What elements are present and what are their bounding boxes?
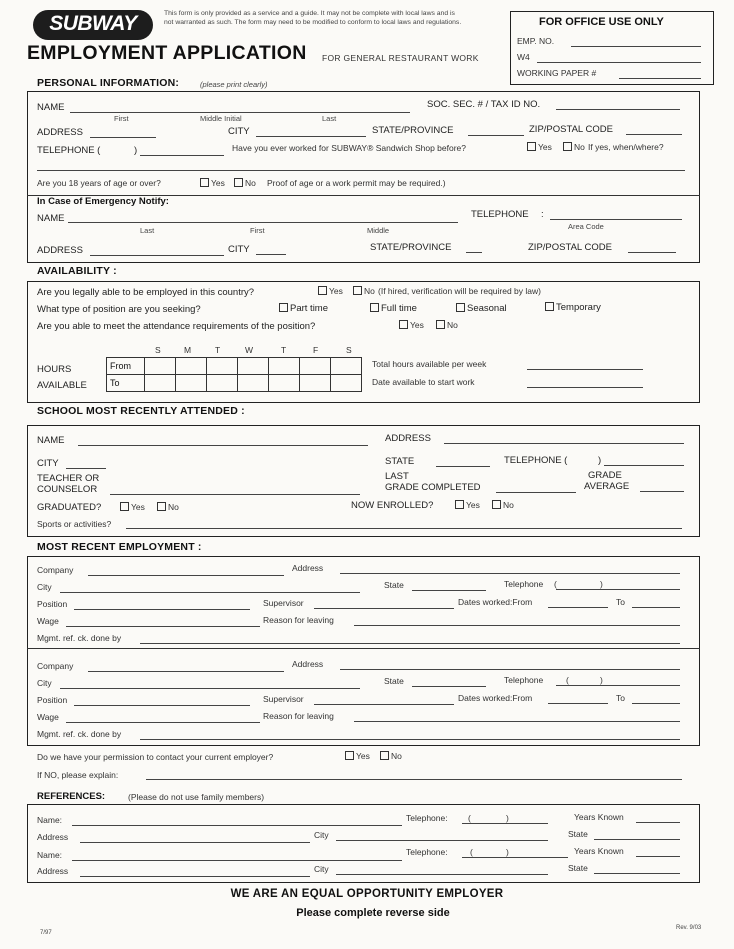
school-name-field[interactable]: [78, 445, 368, 446]
hours-cell[interactable]: [145, 358, 176, 375]
hours-cell[interactable]: [300, 358, 331, 375]
ref2-years-field[interactable]: [636, 856, 680, 857]
hours-cell[interactable]: [269, 358, 300, 375]
wage-field-1[interactable]: [66, 626, 260, 627]
enrolled-no-label: No: [503, 500, 514, 510]
attendance-question: Are you able to meet the attendance requirements of the position?: [37, 321, 316, 332]
ref2-city-label: City: [314, 864, 329, 874]
graduated-label: GRADUATED?: [37, 502, 102, 513]
hours-cell[interactable]: [207, 358, 238, 375]
ref1-telephone-field[interactable]: [462, 823, 548, 824]
explain-label: If NO, please explain:: [37, 770, 119, 780]
from-label: From: [107, 358, 145, 375]
office-title: FOR OFFICE USE ONLY: [539, 16, 664, 28]
supervisor-label-1: Supervisor: [263, 598, 304, 608]
ref1-address-field[interactable]: [80, 842, 310, 843]
attendance-yes-checkbox[interactable]: [399, 320, 408, 329]
telephone-label-2: Telephone: [504, 675, 544, 685]
seasonal-checkbox[interactable]: [456, 303, 465, 312]
age-no-label: No: [245, 178, 256, 188]
supervisor-field-2[interactable]: [314, 704, 454, 705]
last-label: LAST: [385, 471, 409, 482]
school-address-field[interactable]: [444, 443, 684, 444]
hours-row-from: [107, 358, 362, 375]
supervisor-field-1[interactable]: [314, 608, 454, 609]
hours-label: HOURS: [37, 364, 72, 375]
middle-caption: Middle Initial: [200, 114, 242, 123]
employment-heading: MOST RECENT EMPLOYMENT :: [37, 541, 202, 553]
position-field-2[interactable]: [74, 705, 250, 706]
age-yes-label: Yes: [211, 178, 225, 188]
worked-no-checkbox[interactable]: [563, 142, 572, 151]
when-where-label: If yes, when/where?: [588, 142, 664, 152]
company-label-2: Company: [37, 661, 74, 671]
position-field-1[interactable]: [74, 609, 250, 610]
position-label-2: Position: [37, 695, 68, 705]
ref2-name-field[interactable]: [72, 860, 402, 861]
address-label-2: Address: [292, 659, 324, 669]
enrolled-label: NOW ENROLLED?: [351, 500, 434, 511]
hours-grid: [106, 357, 362, 392]
zip-label: ZIP/POSTAL CODE: [529, 124, 613, 135]
address-field[interactable]: [90, 137, 156, 138]
ref2-years-label: Years Known: [574, 846, 624, 856]
emergency-city-field[interactable]: [256, 254, 286, 255]
seasonal-option[interactable]: [456, 303, 507, 314]
city-field[interactable]: [256, 136, 366, 137]
school-telephone-label: TELEPHONE (: [504, 455, 568, 466]
emergency-telephone-label: TELEPHONE: [471, 209, 529, 220]
state-label-2: State: [384, 676, 404, 686]
office-use-box: [510, 11, 714, 85]
ref1-years-field[interactable]: [636, 822, 680, 823]
start-date-label: Date available to start work: [372, 377, 475, 387]
available-label: AVAILABLE: [37, 380, 87, 391]
graduated-no[interactable]: [157, 502, 179, 512]
name-label: NAME: [37, 102, 65, 113]
state-field[interactable]: [468, 135, 524, 136]
counselor-label: COUNSELOR: [37, 484, 98, 495]
city-label-2: City: [37, 678, 52, 688]
form-subtitle: FOR GENERAL RESTAURANT WORK: [322, 53, 479, 63]
availability-heading: AVAILABILITY :: [37, 265, 117, 277]
total-hours-field[interactable]: [527, 369, 643, 370]
hours-cell[interactable]: [207, 375, 238, 392]
average-label: AVERAGE: [584, 481, 630, 492]
day-thursday: T: [281, 345, 287, 355]
ref1-state-field[interactable]: [594, 839, 680, 840]
emp-no-label: EMP. NO.: [517, 36, 555, 46]
application-page: SUBWAY This form is only provided as a service and a guide. It may not be complete with local laws and is not warranted as such. The form may need to be modified to conform to local laws and regulations. EMPLOYMENT APPLICATION FOR GENERAL RESTAURANT WORK FOR OFFICE USE ONLY EMP. NO. W4 WORKING PAPER # PERSONAL INFORMATION: (please print clearly) NAME First Middle Initial Last SOC. SEC. # / TAX ID NO. ADDRESS CITY STATE/PROVINCE ZIP/POSTAL CODE TELEPHONE ( ) Have you ever worked for SUBWAY® Sandwich Shop before? Yes No If yes, when/where? Are you 18 years of age or over? Yes No Proof of age or a work permit may be required.) In Case of Emergency Notify: NAME Last First Middle TELEPHONE : Area Code ADDRESS CITY STATE/PROVINCE ZIP/POSTAL CODE AVAILABILITY : Are you legally able to be employed in this country? Yes No (If hired, verification will be required by law) What type of position are you seeking? Part time Full time Seasonal Temporary Are you able to meet the attendance requirements of the position? Yes No S M T W T F S HOURS AVAILABLE From To Total hours available per week Date available to start work SCHOOL MOST RECENTLY ATTENDED : NAME ADDRESS CITY STATE TELEPHONE ( ) TEACHER OR COUNSELOR LAST GRADE COMPLETED GRADE AVERAGE GRADUATED? Yes No NOW ENROLLED? Yes No Sports or activities? MOST RECENT EMPLOYMENT : Company Address City State Telephone ( ) Position Supervisor Dates worked:From To Wage Reason for leaving Mgmt. ref. ck. done by Company Address City State Telephone ( ) Position Supervisor Dates worked:From To Wage Reason for leaving Mgmt. ref. ck. done by Do we have your permission to contact your current employer? Yes No If NO, please explain: REFERENCES: (Please do not use family members) Name: Telephone: ( ) Years Known Address City State Name: Telephone: ( ) Years Known Address City State WE ARE AN EQUAL OPPORTUNITY EMPLOYER Please complete reverse side 7/97 Rev. 9/03: [0, 0, 734, 949]
temporary-checkbox[interactable]: [545, 302, 554, 311]
ssn-label: SOC. SEC. # / TAX ID NO.: [427, 99, 541, 110]
divider: [27, 648, 700, 649]
dates-from-field-2[interactable]: [548, 703, 608, 704]
reason-label-2: Reason for leaving: [263, 711, 334, 721]
ref1-years-label: Years Known: [574, 812, 624, 822]
legal-question: Are you legally able to be employed in this country?: [37, 287, 255, 298]
state-label-1: State: [384, 580, 404, 590]
permission-yes-checkbox[interactable]: [345, 751, 354, 760]
w4-field[interactable]: [537, 62, 701, 63]
type-question: What type of position are you seeking?: [37, 304, 201, 315]
emergency-heading: In Case of Emergency Notify:: [37, 196, 169, 207]
age-no-checkbox[interactable]: [234, 178, 243, 187]
legal-note: (If hired, verification will be required by law): [378, 286, 541, 296]
enrolled-no-checkbox[interactable]: [492, 500, 501, 509]
day-sunday: S: [155, 345, 161, 355]
legal-yes[interactable]: [318, 286, 343, 296]
ref2-telephone-field[interactable]: [462, 857, 568, 858]
emp-no-field[interactable]: [571, 46, 701, 47]
school-heading: SCHOOL MOST RECENTLY ATTENDED :: [37, 405, 245, 417]
emergency-name-field[interactable]: [68, 222, 458, 223]
emergency-city-label: CITY: [228, 244, 250, 255]
day-tuesday: T: [215, 345, 221, 355]
seasonal-label: Seasonal: [467, 303, 507, 314]
ref2-city-field[interactable]: [336, 874, 548, 875]
permission-no-checkbox[interactable]: [380, 751, 389, 760]
ref1-name-label: Name:: [37, 815, 63, 825]
first-caption: First: [114, 114, 129, 123]
reason-field-1[interactable]: [354, 625, 680, 626]
mgmt-field-2[interactable]: [140, 739, 680, 740]
permission-yes-label: Yes: [356, 751, 370, 761]
address-label-1: Address: [292, 563, 324, 573]
attendance-yes-label: Yes: [410, 320, 424, 330]
worked-no[interactable]: [563, 142, 585, 152]
legal-no-label: No: [364, 286, 375, 296]
dates-to-field-1[interactable]: [632, 607, 680, 608]
hours-cell[interactable]: [238, 358, 269, 375]
sports-label: Sports or activities?: [37, 519, 112, 529]
graduated-no-checkbox[interactable]: [157, 502, 166, 511]
dates-from-label-2: Dates worked:From: [458, 693, 533, 703]
state-field-1[interactable]: [412, 590, 486, 591]
city-label-1: City: [37, 582, 52, 592]
address-field-1[interactable]: [340, 573, 680, 574]
worked-yes-checkbox[interactable]: [527, 142, 536, 151]
dates-from-label-1: Dates worked:From: [458, 597, 533, 607]
hours-cell[interactable]: [269, 375, 300, 392]
telephone-field-2[interactable]: [556, 685, 680, 686]
disclaimer-text: This form is only provided as a service and a guide. It may not be complete with local laws and is not warranted as such. The form may need to be modified to conform to local laws and regulations.: [164, 10, 462, 26]
hours-cell[interactable]: [331, 375, 362, 392]
to-label-1: To: [616, 597, 625, 607]
working-paper-label: WORKING PAPER #: [517, 68, 597, 78]
name-field[interactable]: [70, 112, 410, 113]
grade-completed-field[interactable]: [496, 492, 576, 493]
age-question: Are you 18 years of age or over?: [37, 178, 161, 188]
ref2-address-label: Address: [37, 866, 69, 876]
enrolled-yes-checkbox[interactable]: [455, 500, 464, 509]
emergency-state-label: STATE/PROVINCE: [370, 242, 452, 253]
age-no[interactable]: [234, 178, 256, 188]
part-time-checkbox[interactable]: [279, 303, 288, 312]
last-caption: Last: [322, 114, 337, 123]
ref2-state-label: State: [568, 863, 588, 873]
age-proof-note: Proof of age or a work permit may be required.): [267, 178, 446, 188]
emergency-middle-caption: Middle: [367, 226, 390, 235]
form-title: EMPLOYMENT APPLICATION: [27, 42, 307, 64]
hours-cell[interactable]: [176, 358, 207, 375]
school-address-label: ADDRESS: [385, 433, 431, 444]
permission-no[interactable]: [380, 751, 402, 761]
school-telephone-close: ): [598, 455, 602, 466]
school-city-field[interactable]: [66, 468, 106, 469]
day-monday: M: [184, 345, 192, 355]
graduated-yes-label: Yes: [131, 502, 145, 512]
worked-yes[interactable]: [527, 142, 552, 152]
emergency-state-field[interactable]: [466, 252, 482, 253]
legal-yes-checkbox[interactable]: [318, 286, 327, 295]
enrolled-no[interactable]: [492, 500, 514, 510]
dates-to-field-2[interactable]: [632, 703, 680, 704]
attendance-yes[interactable]: [399, 320, 424, 330]
day-saturday: S: [346, 345, 352, 355]
company-field-2[interactable]: [88, 671, 284, 672]
start-date-field[interactable]: [527, 387, 643, 388]
hours-cell[interactable]: [176, 375, 207, 392]
teacher-label: TEACHER OR: [37, 473, 100, 484]
grade-average-field[interactable]: [640, 491, 684, 492]
attendance-no-label: No: [447, 320, 458, 330]
wage-field-2[interactable]: [66, 722, 260, 723]
temporary-option[interactable]: [545, 302, 601, 313]
counselor-field[interactable]: [110, 494, 360, 495]
attendance-no-checkbox[interactable]: [436, 320, 445, 329]
zip-field[interactable]: [626, 134, 682, 135]
company-field-1[interactable]: [88, 575, 284, 576]
address-label: ADDRESS: [37, 127, 83, 138]
school-state-field[interactable]: [436, 466, 490, 467]
temporary-label: Temporary: [556, 302, 601, 313]
references-note: (Please do not use family members): [128, 792, 265, 802]
city-label: CITY: [228, 126, 250, 137]
part-time-label: Part time: [290, 303, 329, 314]
enrolled-yes-label: Yes: [466, 500, 480, 510]
worked-details-field[interactable]: [37, 170, 685, 171]
dates-from-field-1[interactable]: [548, 607, 608, 608]
wage-label-2: Wage: [37, 712, 59, 722]
emergency-telephone-field[interactable]: [550, 219, 682, 220]
state-field-2[interactable]: [412, 686, 486, 687]
telephone-label: TELEPHONE (: [37, 145, 101, 156]
personal-heading: PERSONAL INFORMATION:: [37, 77, 180, 89]
supervisor-label-2: Supervisor: [263, 694, 304, 704]
full-time-option[interactable]: [370, 303, 417, 314]
ref2-name-label: Name:: [37, 850, 63, 860]
subway-logo: [33, 10, 153, 40]
references-heading: REFERENCES:: [37, 791, 106, 802]
school-telephone-field[interactable]: [604, 465, 684, 466]
full-time-label: Full time: [381, 303, 417, 314]
equal-opportunity-text: WE ARE AN EQUAL OPPORTUNITY EMPLOYER: [230, 888, 504, 900]
school-city-label: CITY: [37, 458, 59, 469]
hours-cell[interactable]: [331, 358, 362, 375]
ref1-city-label: City: [314, 830, 329, 840]
part-time-option[interactable]: [279, 303, 328, 314]
graduated-no-label: No: [168, 502, 179, 512]
state-label: STATE/PROVINCE: [372, 125, 454, 136]
legal-no-checkbox[interactable]: [353, 286, 362, 295]
revision-code: Rev. 9/03: [676, 925, 702, 931]
telephone-label-1: Telephone: [504, 579, 544, 589]
emergency-last-caption: Last: [140, 226, 155, 235]
permission-yes[interactable]: [345, 751, 370, 761]
worked-yes-label: Yes: [538, 142, 552, 152]
graduated-yes[interactable]: [120, 502, 145, 512]
full-time-checkbox[interactable]: [370, 303, 379, 312]
reason-field-2[interactable]: [354, 721, 680, 722]
area-code-caption: Area Code: [568, 222, 604, 231]
age-yes[interactable]: [200, 178, 225, 188]
telephone-field-1[interactable]: [556, 589, 680, 590]
enrolled-yes[interactable]: [455, 500, 480, 510]
emergency-first-caption: First: [250, 226, 265, 235]
emergency-address-field[interactable]: [90, 255, 224, 256]
reason-label-1: Reason for leaving: [263, 615, 334, 625]
wage-label-1: Wage: [37, 616, 59, 626]
worked-before-question: Have you ever worked for SUBWAY® Sandwich Shop before?: [232, 143, 466, 153]
graduated-yes-checkbox[interactable]: [120, 502, 129, 511]
permission-question: Do we have your permission to contact your current employer?: [37, 752, 274, 762]
personal-note: (please print clearly): [200, 80, 268, 89]
ssn-field[interactable]: [556, 109, 680, 110]
legal-yes-label: Yes: [329, 286, 343, 296]
ref2-address-field[interactable]: [80, 876, 310, 877]
to-label-2: To: [616, 693, 625, 703]
city-field-2[interactable]: [60, 688, 360, 689]
working-paper-field[interactable]: [619, 78, 701, 79]
hours-cell[interactable]: [145, 375, 176, 392]
sports-field[interactable]: [126, 528, 682, 529]
school-state-label: STATE: [385, 456, 415, 467]
total-hours-label: Total hours available per week: [372, 359, 487, 369]
telephone-close: ): [134, 145, 138, 156]
ref1-address-label: Address: [37, 832, 69, 842]
logo-text: SUBWAY: [49, 12, 137, 35]
emergency-zip-field[interactable]: [628, 252, 676, 253]
emergency-address-label: ADDRESS: [37, 245, 83, 256]
w4-label: W4: [517, 52, 530, 62]
ref1-state-label: State: [568, 829, 588, 839]
address-field-2[interactable]: [340, 669, 680, 670]
form-date-code: 7/97: [40, 930, 52, 936]
emergency-name-label: NAME: [37, 213, 65, 224]
reverse-side-text: Please complete reverse side: [296, 907, 450, 919]
attendance-no[interactable]: [436, 320, 458, 330]
city-field-1[interactable]: [60, 592, 360, 593]
hours-cell[interactable]: [300, 375, 331, 392]
grade-completed-label: GRADE COMPLETED: [385, 482, 481, 493]
to-label: To: [107, 375, 145, 392]
day-friday: F: [313, 345, 319, 355]
emergency-zip-label: ZIP/POSTAL CODE: [528, 242, 612, 253]
position-label-1: Position: [37, 599, 68, 609]
company-label-1: Company: [37, 565, 74, 575]
ref2-state-field[interactable]: [594, 873, 680, 874]
worked-no-label: No: [574, 142, 585, 152]
age-yes-checkbox[interactable]: [200, 178, 209, 187]
legal-no[interactable]: [353, 286, 375, 296]
ref1-name-field[interactable]: [72, 825, 402, 826]
hours-row-to: [107, 375, 362, 392]
telephone-field[interactable]: [140, 155, 224, 156]
hours-cell[interactable]: [238, 375, 269, 392]
explain-field[interactable]: [146, 779, 682, 780]
mgmt-label-1: Mgmt. ref. ck. done by: [37, 633, 122, 643]
grade-label: GRADE: [588, 470, 622, 481]
ref1-telephone-label: Telephone:: [406, 813, 448, 823]
mgmt-label-2: Mgmt. ref. ck. done by: [37, 729, 122, 739]
permission-no-label: No: [391, 751, 402, 761]
ref2-telephone-label: Telephone:: [406, 847, 448, 857]
ref1-city-field[interactable]: [336, 840, 548, 841]
mgmt-field-1[interactable]: [140, 643, 680, 644]
day-wednesday: W: [245, 345, 254, 355]
school-name-label: NAME: [37, 435, 65, 446]
